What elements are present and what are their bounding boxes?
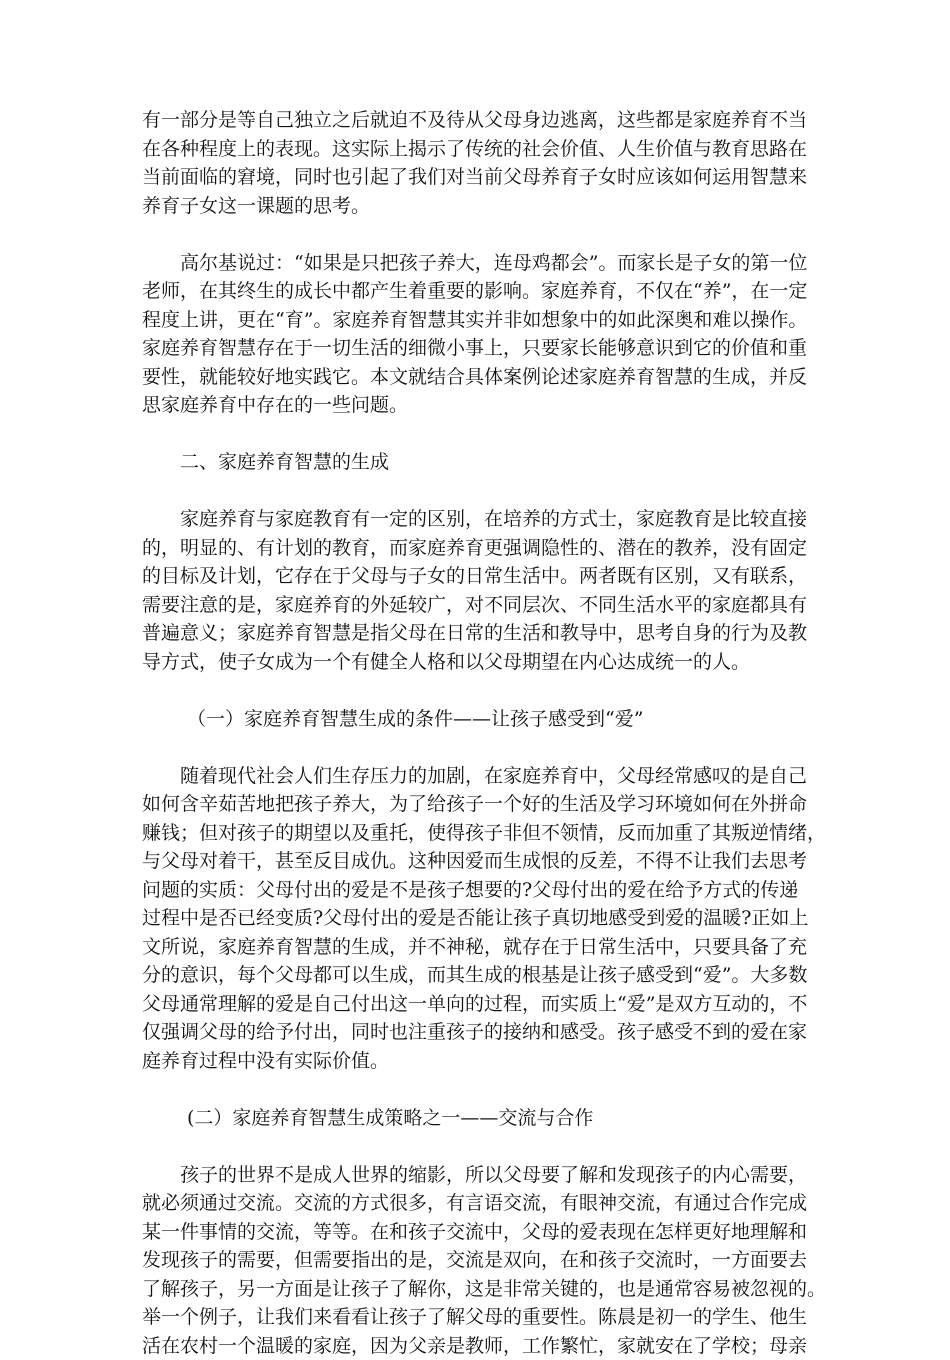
paragraph-spacer [142, 1075, 812, 1104]
text-line: 赚钱；但对孩子的期望以及重托，使得孩子非但不领情，反而加重了其叛逆情绪， [142, 819, 812, 848]
text-line: 在各种程度上的表现。这实际上揭示了传统的社会价值、人生价值与教育思路在 [142, 135, 812, 164]
text-line: 老师，在其终生的成长中都产生着重要的影响。家庭养育，不仅在“养”，在一定 [142, 277, 812, 306]
text-line: 程度上讲，更在“育”。家庭养育智慧其实并非如想象中的如此深奥和难以操作。 [142, 306, 812, 335]
text-line: 文所说，家庭养育智慧的生成，并不神秘，就存在于日常生活中，只要具备了充 [142, 933, 812, 962]
subsection-heading [142, 705, 812, 734]
text-line: 导方式，使子女成为一个有健全人格和以父母期望在内心达成统一的人。 [142, 648, 812, 677]
text-line: 就必须通过交流。交流的方式很多，有言语交流，有眼神交流，有通过合作完成 [142, 1189, 812, 1218]
text-line: 随着现代社会人们生存压力的加剧，在家庭养育中，父母经常感叹的是自己 [142, 762, 812, 791]
text-line: 需要注意的是，家庭养育的外延较广，对不同层次、不同生活水平的家庭都具有 [142, 591, 812, 620]
paragraph-spacer [142, 1132, 812, 1161]
text-line: 养育子女这一课题的思考。 [142, 192, 812, 221]
text-line: 问题的实质：父母付出的爱是不是孩子想要的?父母付出的爱在给予方式的传递 [142, 876, 812, 905]
paragraph-spacer [142, 477, 812, 506]
paragraph-spacer [142, 733, 812, 762]
subsection-heading-text: （一）家庭养育智慧生成的条件——让孩子感受到“爱” [142, 705, 812, 734]
paragraph [142, 1161, 812, 1360]
text-line: 当前面临的窘境，同时也引起了我们对当前父母养育子女时应该如何运用智慧来 [142, 163, 812, 192]
text-line: 孩子的世界不是成人世界的缩影，所以父母要了解和发现孩子的内心需要， [142, 1161, 812, 1190]
text-line: 普遍意义；家庭养育智慧是指父母在日常的生活和教导中，思考自身的行为及教 [142, 619, 812, 648]
paragraph [142, 249, 812, 420]
section-heading-text: 二、家庭养育智慧的生成 [142, 448, 812, 477]
paragraph [142, 106, 812, 220]
subsection-heading [142, 1104, 812, 1133]
text-line: 过程中是否已经变质?父母付出的爱是否能让孩子真切地感受到爱的温暖?正如上 [142, 904, 812, 933]
document-body [142, 106, 812, 1360]
paragraph-spacer [142, 220, 812, 249]
text-line: 举一个例子，让我们来看看让孩子了解父母的重要性。陈晨是初一的学生、他生 [142, 1303, 812, 1332]
text-line: 思家庭养育中存在的一些问题。 [142, 391, 812, 420]
text-line: 父母通常理解的爱是自己付出这一单向的过程，而实质上“爱”是双方互动的，不 [142, 990, 812, 1019]
text-line: 的，明显的、有计划的教育，而家庭养育更强调隐性的、潜在的教养，没有固定 [142, 534, 812, 563]
text-line: 某一件事情的交流，等等。在和孩子交流中，父母的爱表现在怎样更好地理解和 [142, 1218, 812, 1247]
text-line: 高尔基说过：“如果是只把孩子养大，连母鸡都会”。而家长是子女的第一位 [142, 249, 812, 278]
section-heading [142, 448, 812, 477]
paragraph [142, 505, 812, 676]
text-line: 了解孩子，另一方面是让孩子了解你，这是非常关键的，也是通常容易被忽视的。 [142, 1275, 812, 1304]
subsection-heading-text: (二）家庭养育智慧生成策略之一——交流与合作 [142, 1104, 812, 1133]
text-line: 的目标及计划，它存在于父母与子女的日常生活中。两者既有区别，又有联系， [142, 562, 812, 591]
text-line: 有一部分是等自己独立之后就迫不及待从父母身边逃离，这些都是家庭养育不当 [142, 106, 812, 135]
text-line: 与父母对着干，甚至反目成仇。这种因爱而生成恨的反差，不得不让我们去思考 [142, 847, 812, 876]
text-line: 如何含辛茹苦地把孩子养大，为了给孩子一个好的生活及学习环境如何在外拼命 [142, 790, 812, 819]
text-line: 家庭养育与家庭教育有一定的区别，在培养的方式士，家庭教育是比较直接 [142, 505, 812, 534]
paragraph-spacer [142, 676, 812, 705]
text-line: 家庭养育智慧存在于一切生活的细微小事上，只要家长能够意识到它的价值和重 [142, 334, 812, 363]
text-line: 庭养育过程中没有实际价值。 [142, 1047, 812, 1076]
text-line: 活在农村一个温暖的家庭，因为父亲是教师，工作繁忙，家就安在了学校；母亲 [142, 1332, 812, 1360]
text-line: 发现孩子的需要，但需要指出的是，交流是双向，在和孩子交流时，一方面要去 [142, 1246, 812, 1275]
paragraph [142, 762, 812, 1076]
text-line: 仅强调父母的给予付出，同时也注重孩子的接纳和感受。孩子感受不到的爱在家 [142, 1018, 812, 1047]
paragraph-spacer [142, 420, 812, 449]
text-line: 分的意识，每个父母都可以生成，而其生成的根基是让孩子感受到“爱”。大多数 [142, 961, 812, 990]
text-line: 要性，就能较好地实践它。本文就结合具体案例论述家庭养育智慧的生成，并反 [142, 363, 812, 392]
